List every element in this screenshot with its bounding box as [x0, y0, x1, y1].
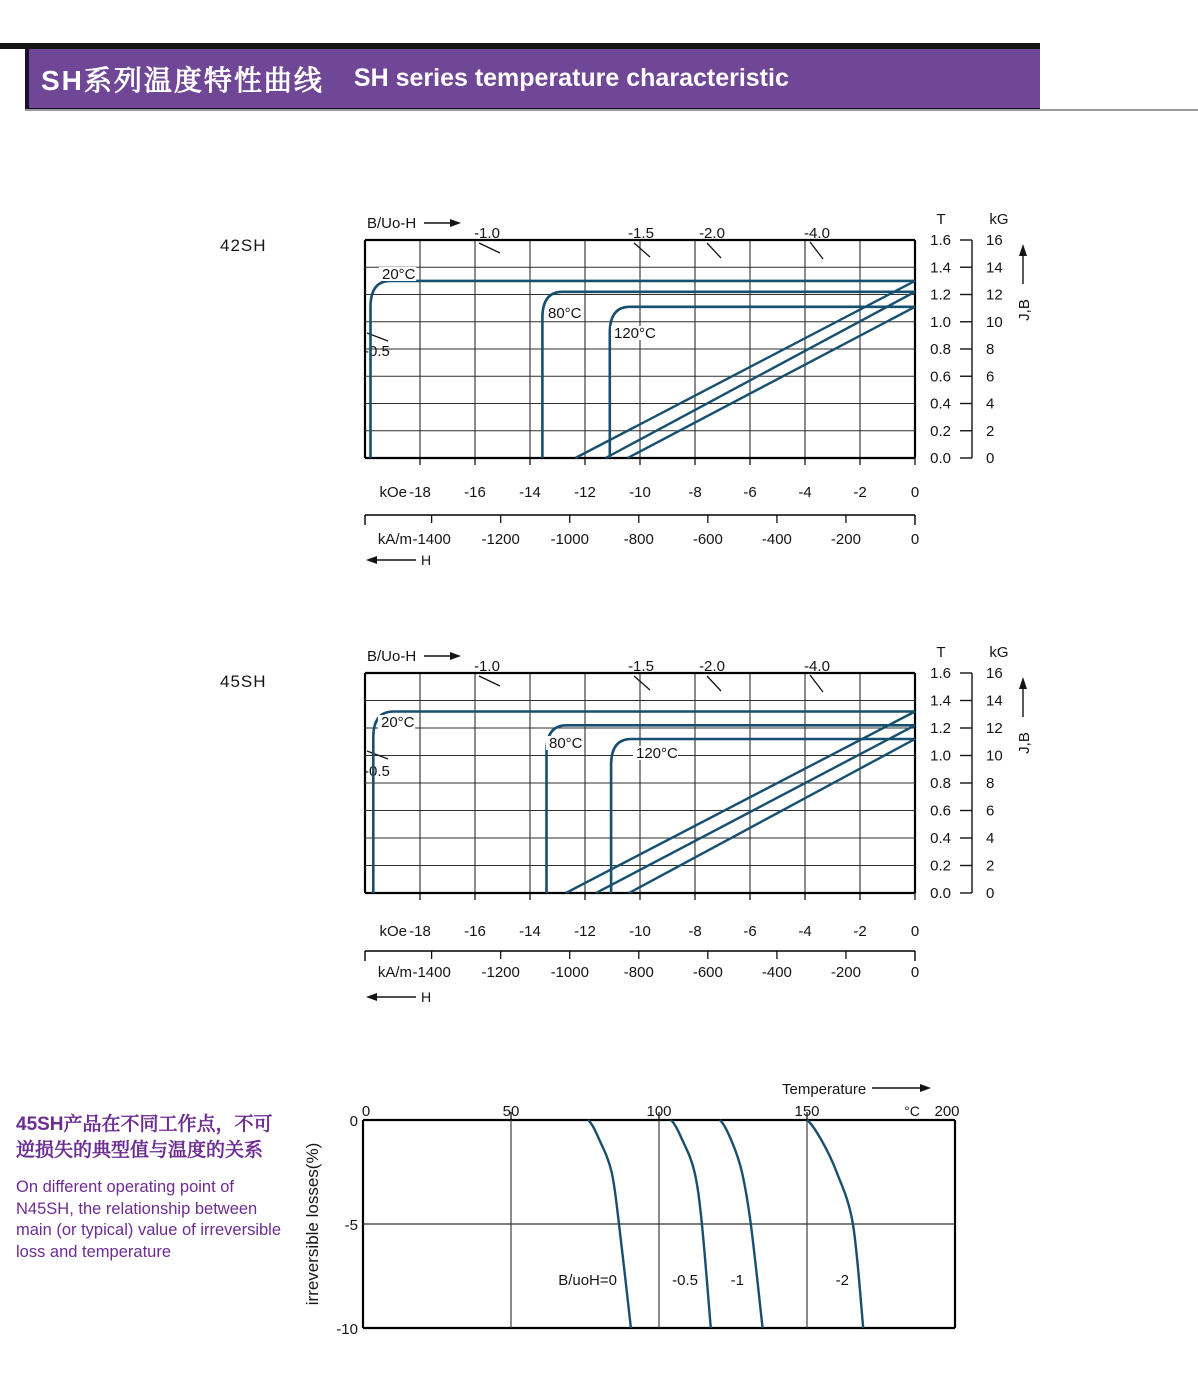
y-axis-tick-label-kG: 10 [986, 313, 1003, 331]
loss-x-tick-label: 0 [361, 1103, 371, 1120]
x-axis-tick-label-koe: -18 [409, 923, 431, 940]
x-axis-tick-label-koe: -4 [798, 923, 812, 940]
y-axis-tick-label-kG: 16 [986, 232, 1003, 249]
curve-B-120°C [629, 739, 915, 893]
y-axis-tick-label-kG: 8 [986, 775, 995, 792]
curve-B-80°C [606, 292, 915, 458]
h-arrow-left-icon [366, 993, 377, 1001]
top-axis-label: B/Uo-H [367, 648, 417, 665]
y-axis-tick-label-T: 0.0 [930, 450, 951, 467]
loss-x-tick-label: 200 [934, 1103, 960, 1120]
load-line-slash [479, 676, 500, 686]
y-axis-tick-label-T: 1.4 [930, 692, 951, 710]
x-axis-tick-label-kam: -200 [830, 964, 861, 981]
caption-zh-line: 逆损失的典型值与温度的关系 [16, 1140, 264, 1161]
top-axis-arrow-right-icon [450, 219, 461, 227]
load-line-label: -4.0 [804, 225, 830, 242]
y-axis-tick-label-T: 1.4 [930, 259, 951, 277]
page-title-zh: SH系列温度特性曲线 [41, 64, 324, 96]
y-axis-tick-label-T: 0.4 [930, 830, 951, 847]
load-line-slash [479, 243, 500, 253]
curve-temp-label: 20°C [382, 266, 416, 283]
load-line-label: -1.5 [628, 658, 654, 675]
demag-chart-45SH [364, 644, 1033, 1005]
y-axis-tick-label-kG: 14 [986, 259, 1003, 277]
load-line-slash [707, 243, 721, 258]
x-axis-tick-label-kam: -600 [692, 964, 723, 981]
caption-zh-line: 45SH产品在不同工作点，不可 [16, 1114, 273, 1135]
x-axis-tick-label-koe: -12 [574, 923, 596, 940]
y-axis-tick-label-kG: 2 [986, 857, 995, 875]
curve-temp-label: 80°C [548, 305, 582, 322]
y-axis-tick-label-kG: 4 [986, 395, 995, 413]
x-axis-tick-label-kam: 0 [910, 964, 920, 981]
x-axis-tick-label-kam: -1000 [550, 964, 589, 981]
jb-axis-label: J,B [1016, 299, 1033, 321]
x-axis-tick-label-kam: -600 [692, 531, 723, 548]
loss-y-tick-label: 0 [349, 1113, 358, 1130]
y-axis-tick-label-kG: 12 [986, 720, 1003, 737]
curve-temp-label: 120°C [636, 745, 678, 762]
caption-en-line: On different operating point of [16, 1178, 235, 1196]
load-line-label: -1.0 [474, 658, 500, 675]
side-load-line-label: -0.5 [364, 343, 390, 360]
loss-curve-label: -0.5 [672, 1272, 698, 1289]
y-axis-tick-label-T: 0.0 [930, 885, 951, 902]
x-axis-tick-label-kam: -1200 [481, 964, 520, 981]
x-axis-tick-label-koe: -8 [688, 484, 702, 501]
x-axis-tick-label-koe: -6 [743, 484, 757, 501]
load-line-label: -4.0 [804, 658, 830, 675]
loss-top-axis-label: Temperature [782, 1081, 867, 1098]
curve-temp-label: 120°C [614, 325, 656, 342]
load-line-label: -2.0 [699, 658, 725, 675]
curve-temp-label: 20°C [381, 714, 415, 731]
y-axis-tick-label-T: 0.6 [930, 802, 951, 820]
x-axis-tick-label-koe: -10 [629, 484, 651, 501]
curve-J-80°C [542, 292, 915, 458]
page-title-en: SH series temperature characteristic [353, 64, 789, 92]
x-axis-tick-label-kam: -1000 [550, 531, 589, 548]
load-line-slash [810, 675, 823, 692]
y-axis-tick-label-T: 0.8 [930, 341, 951, 358]
loss-curve-label: B/uoH=0 [558, 1272, 617, 1289]
x-axis-tick-label-koe: 0 [910, 484, 920, 501]
curve-B-120°C [628, 307, 915, 458]
y-axis-tick-label-kG: 6 [986, 802, 995, 820]
y-axis-unit-T: T [936, 644, 946, 661]
y-axis-tick-label-T: 0.2 [930, 857, 951, 875]
chart-title-45sh: 45SH [220, 672, 267, 691]
caption-en-line: N45SH, the relationship between [16, 1199, 258, 1218]
x-axis-tick-label-koe: -16 [464, 484, 486, 501]
y-axis-tick-label-T: 0.8 [930, 775, 951, 792]
load-line-label: -2.0 [699, 225, 725, 242]
temperature-arrow-right-icon [920, 1084, 931, 1092]
load-line-label: -1.0 [474, 225, 500, 242]
loss-y-tick-label: -10 [336, 1321, 358, 1338]
loss-x-tick-label: 150 [794, 1103, 820, 1120]
x-axis-tick-label-koe: 0 [910, 923, 920, 940]
h-arrow-label: H [421, 552, 432, 568]
y-axis-tick-label-kG: 14 [986, 692, 1003, 710]
demag-chart-42SH [364, 211, 1033, 568]
x-axis-tick-label-kam: -1400 [412, 964, 451, 981]
caption-en-line: loss and temperature [16, 1242, 172, 1261]
loss-curve-label: -1 [730, 1272, 744, 1289]
y-axis-tick-label-kG: 4 [986, 830, 995, 847]
y-axis-tick-label-T: 1.6 [930, 232, 951, 249]
y-axis-tick-label-T: 1.2 [930, 720, 951, 737]
y-axis-tick-label-kG: 16 [986, 665, 1003, 682]
loss-y-tick-label: -5 [344, 1217, 358, 1234]
y-axis-tick-label-T: 1.2 [930, 286, 951, 304]
x-axis-tick-label-koe: -8 [688, 923, 702, 940]
x-axis-tick-label-kam: -800 [623, 531, 654, 548]
x-axis-tick-label-kam: 0 [910, 531, 920, 548]
x-axis-tick-label-kam: -1400 [412, 531, 451, 548]
loss-y-axis-label: irreversible losses(%) [303, 1142, 322, 1306]
y-axis-unit-kG: kG [989, 644, 1009, 661]
loss-chart [303, 1081, 960, 1338]
y-axis-tick-label-T: 0.4 [930, 395, 951, 413]
curve-J-120°C [611, 739, 915, 893]
x-axis-tick-label-koe: -14 [519, 923, 541, 940]
x-axis-tick-label-koe: -2 [853, 484, 867, 501]
jb-arrow-up-icon [1019, 677, 1027, 689]
side-load-line-label: -0.5 [364, 763, 390, 780]
x-axis-unit-koe: kOe [379, 484, 407, 501]
y-axis-tick-label-kG: 0 [986, 450, 995, 467]
x-axis-tick-label-kam: -200 [830, 531, 861, 548]
load-line-slash [634, 676, 650, 690]
x-axis-tick-label-kam: -1200 [481, 531, 520, 548]
x-axis-unit-kam: kA/m [377, 964, 412, 981]
y-axis-tick-label-T: 1.0 [930, 747, 951, 765]
x-axis-tick-label-kam: -400 [761, 964, 792, 981]
loss-x-unit: °C [904, 1103, 920, 1119]
x-axis-tick-label-kam: -400 [761, 531, 792, 548]
curve-temp-label: 80°C [549, 735, 583, 752]
y-axis-tick-label-kG: 10 [986, 747, 1003, 765]
y-axis-tick-label-T: 1.6 [930, 665, 951, 682]
x-axis-tick-label-koe: -2 [853, 923, 867, 940]
y-axis-tick-label-T: 1.0 [930, 313, 951, 331]
loss-x-tick-label: 50 [502, 1103, 520, 1120]
top-axis-label: B/Uo-H [367, 215, 417, 232]
load-line-slash [810, 242, 823, 259]
y-axis-unit-kG: kG [989, 211, 1009, 228]
h-arrow-left-icon [366, 556, 377, 564]
x-axis-tick-label-koe: -16 [464, 923, 486, 940]
y-axis-tick-label-kG: 6 [986, 368, 995, 386]
x-axis-tick-label-koe: -4 [798, 484, 812, 501]
y-axis-tick-label-kG: 12 [986, 286, 1003, 304]
y-axis-tick-label-kG: 2 [986, 422, 995, 440]
chart-title-42sh: 42SH [220, 236, 267, 255]
top-axis-arrow-right-icon [450, 652, 461, 660]
load-line-label: -1.5 [628, 225, 654, 242]
y-axis-tick-label-T: 0.2 [930, 422, 951, 440]
loss-x-tick-label: 100 [646, 1103, 672, 1120]
x-axis-tick-label-koe: -14 [519, 484, 541, 501]
y-axis-tick-label-T: 0.6 [930, 368, 951, 386]
load-line-slash [634, 243, 650, 257]
x-axis-tick-label-koe: -18 [409, 484, 431, 501]
load-line-slash [707, 676, 721, 691]
loss-curve-label: -2 [835, 1272, 849, 1289]
jb-arrow-up-icon [1019, 244, 1027, 256]
x-axis-tick-label-koe: -6 [743, 923, 757, 940]
jb-axis-label: J,B [1016, 732, 1033, 754]
x-axis-unit-koe: kOe [379, 923, 407, 940]
h-arrow-label: H [421, 989, 432, 1005]
x-axis-tick-label-kam: -800 [623, 964, 654, 981]
x-axis-unit-kam: kA/m [377, 531, 412, 548]
y-axis-unit-T: T [936, 211, 946, 228]
x-axis-tick-label-koe: -12 [574, 484, 596, 501]
x-axis-tick-label-koe: -10 [629, 923, 651, 940]
caption-en-line: main (or typical) value of irreversible [16, 1221, 282, 1239]
y-axis-tick-label-kG: 8 [986, 341, 995, 358]
y-axis-tick-label-kG: 0 [986, 885, 995, 902]
